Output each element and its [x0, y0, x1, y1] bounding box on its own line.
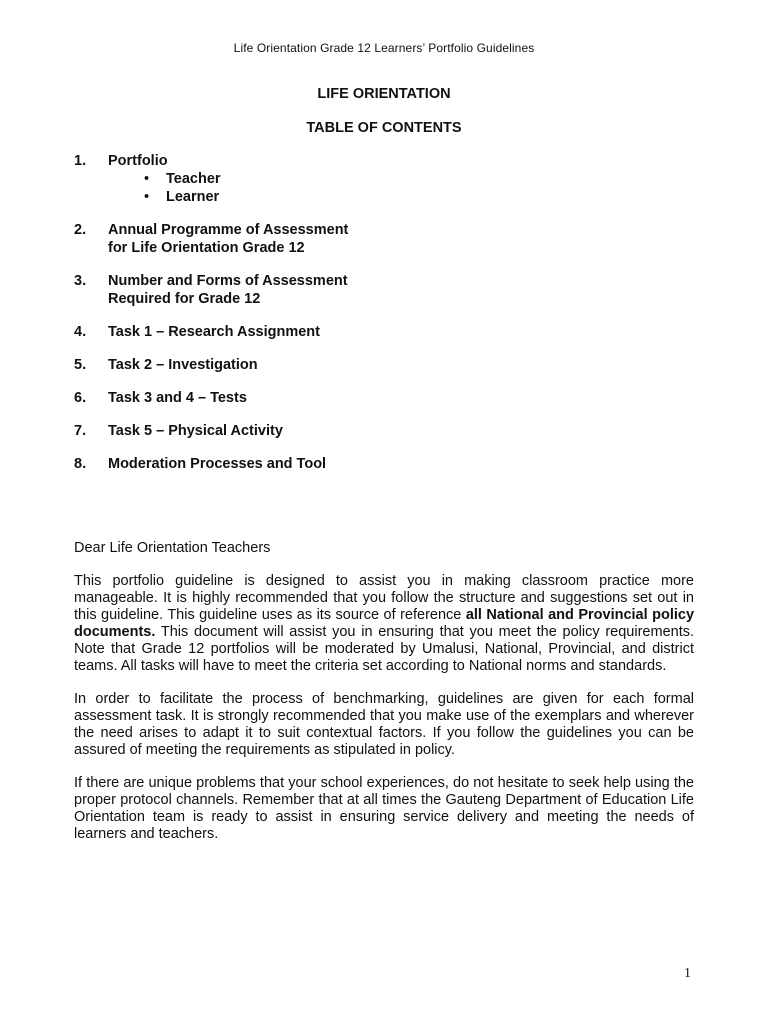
toc-entry-title: Task 3 and 4 – Tests	[108, 390, 247, 406]
bullet-icon: •	[144, 171, 150, 187]
paragraph-text: This portfolio guideline is designed to assist you in making classroom practice more manageable. It is highly recommended that you follow the structure and suggestions set out in this guideline. This guideline uses as its source of reference	[74, 573, 694, 623]
document-title: LIFE ORIENTATION	[317, 86, 451, 102]
toc-entry-title: Moderation Processes and Tool	[108, 456, 327, 472]
toc-entry-title: Task 5 – Physical Activity	[108, 423, 283, 439]
toc-entry-title: Portfolio	[108, 153, 168, 169]
toc-entry-number: 7.	[74, 423, 87, 439]
paragraph-support: If there are unique problems that your school experiences, do not hesitate to seek help using the proper protocol channels. Remember that at all times the Gauteng Department of Education Life Orientation team is ready to assist in ensuring service delivery and meeting the needs of learners and teachers.	[74, 775, 694, 842]
toc-entry-title: Number and Forms of Assessment	[108, 273, 348, 289]
letter-body	[74, 540, 694, 859]
toc-sub-list	[144, 170, 694, 206]
emphasis-text: all National and Provincial policy documents.	[74, 607, 695, 640]
toc-entry-title: Task 1 – Research Assignment	[108, 324, 320, 340]
toc-entry-title: Task 2 – Investigation	[108, 357, 258, 373]
toc-sub-item-label: Learner	[166, 189, 220, 205]
toc-entry-number: 6.	[74, 390, 87, 406]
bullet-icon: •	[144, 189, 150, 205]
paragraph-purpose	[74, 573, 694, 675]
salutation: Dear Life Orientation Teachers	[74, 540, 271, 556]
toc-entry-number: 4.	[74, 324, 87, 340]
toc-entry-number: 8.	[74, 456, 87, 472]
toc-entry	[74, 272, 694, 308]
toc-entry-number: 2.	[74, 222, 87, 238]
toc-sub-item	[144, 170, 694, 188]
toc-entry-number: 1.	[74, 153, 87, 169]
paragraph-benchmarking: In order to facilitate the process of benchmarking, guidelines are given for each formal assessment task. It is strongly recommended that you make use of the exemplars and wherever the need arises to adapt it to suit contextual factors. If you follow the guidelines you can be assured of meeting the requirements as stipulated in policy.	[74, 691, 694, 758]
toc-entry-title-continued: Required for Grade 12	[108, 291, 261, 307]
toc-entry-number: 3.	[74, 273, 87, 289]
running-header: Life Orientation Grade 12 Learners’ Portfolio Guidelines	[233, 41, 535, 55]
page-number: 1	[684, 966, 691, 981]
toc-entry	[74, 455, 694, 473]
toc-sub-item-label: Teacher	[166, 171, 221, 187]
toc-entry-number: 5.	[74, 357, 87, 373]
paragraph-text: This document will assist you in ensuring that you meet the policy requirements. Note that Grade 12 portfolios will be moderated by Umalusi, National, Provincial, and district teams. All tasks will have to meet the criteria set according to National norms and standards.	[74, 624, 694, 674]
toc-title: TABLE OF CONTENTS	[306, 120, 462, 136]
toc-entry	[74, 389, 694, 407]
toc-entry-title: Annual Programme of Assessment	[108, 222, 349, 238]
toc-entry-title-continued: for Life Orientation Grade 12	[108, 240, 305, 256]
toc-entry	[74, 323, 694, 341]
toc-entry	[74, 356, 694, 374]
toc-entry	[74, 152, 694, 206]
toc-entry	[74, 422, 694, 440]
toc-entry	[74, 221, 694, 257]
toc-sub-item	[144, 188, 694, 206]
table-of-contents	[74, 152, 694, 488]
